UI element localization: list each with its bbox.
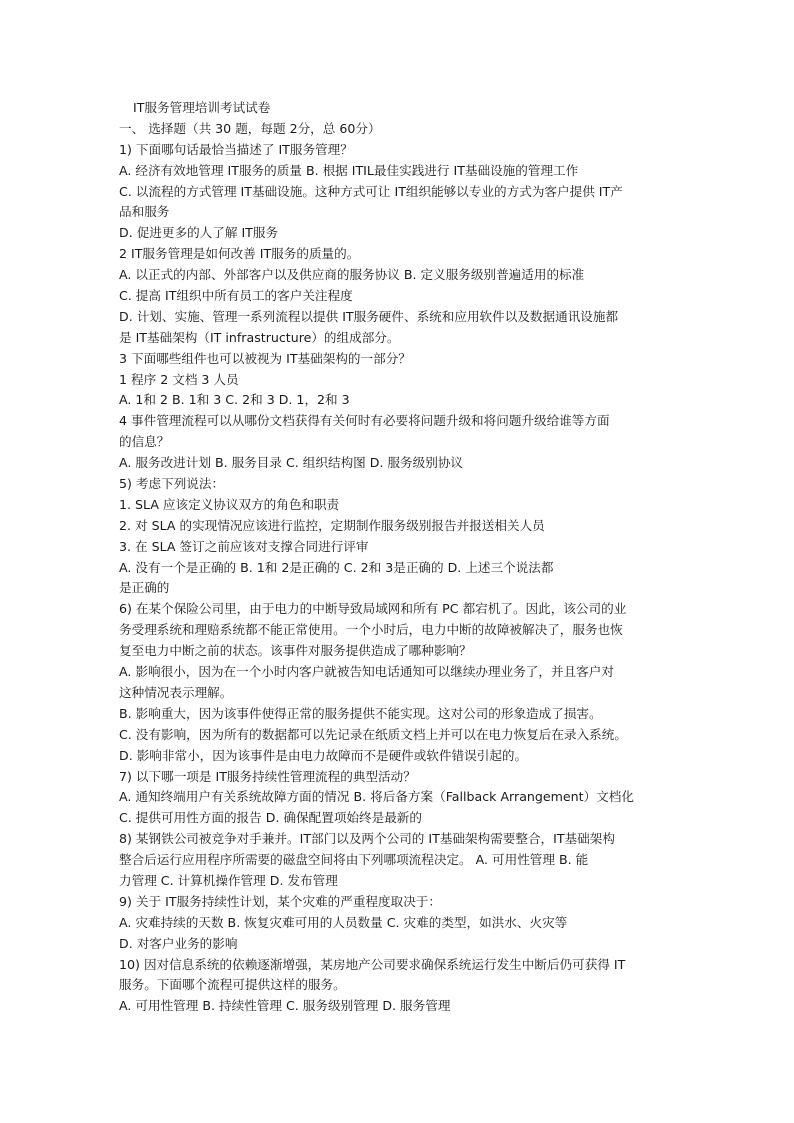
text-line: 这种情况表示理解。: [119, 684, 233, 700]
text-line: 复至电力中断之前的状态。该事件对服务提供造成了哪种影响？: [119, 643, 472, 659]
text-line: A. 1和 2 B. 1和 3 C. 2和 3 D. 1，2和 3: [119, 392, 350, 408]
text-line: D. 促进更多的人了解 IT服务: [119, 225, 279, 241]
text-line: 6) 在某个保险公司里，由于电力的中断导致局域网和所有 PC 都宕机了。因此，该公司的业: [119, 601, 627, 617]
document-body: [119, 119, 684, 1017]
document-title: IT服务管理培训考试试卷: [133, 100, 271, 115]
text-line: C. 以流程的方式管理 IT基础设施。这种方式可让 IT组织能够以专业的方式为客户提供 IT产: [119, 183, 623, 199]
text-line: 10) 因对信息系统的依赖逐渐增强，某房地产公司要求确保系统运行发生中断后仍可获得 IT: [119, 956, 626, 972]
text-line: 是正确的: [119, 580, 170, 596]
text-line: 1. SLA 应该定义协议双方的角色和职责: [119, 496, 340, 512]
text-line: A. 没有一个是正确的 B. 1和 2是正确的 C. 2和 3是正确的 D. 上述三个说法都: [119, 559, 554, 575]
text-line: 品和服务: [119, 204, 170, 220]
text-line: D. 计划、实施、管理一系列流程以提供 IT服务硬件、系统和应用软件以及数据通讯设施都: [119, 308, 619, 324]
text-line: 4 事件管理流程可以从哪份文档获得有关何时有必要将问题升级和将问题升级给谁等方面: [119, 413, 610, 429]
text-line: A. 影响很小，因为在一个小时内客户就被告知电话通知可以继续办理业务了，并且客户对: [119, 664, 614, 680]
text-line: 1 程序 2 文档 3 人员: [119, 371, 239, 387]
text-line: 8) 某钢铁公司被竞争对手兼并。IT部门以及两个公司的 IT基础架构需要整合，IT基础架构: [119, 831, 615, 847]
text-line: D. 对客户业务的影响: [119, 935, 238, 951]
text-line: 3. 在 SLA 签订之前应该对支撑合同进行评审: [119, 538, 369, 554]
text-line: B. 影响重大，因为该事件使得正常的服务提供不能实现。这对公司的形象造成了损害。: [119, 705, 602, 721]
text-line: 力管理 C. 计算机操作管理 D. 发布管理: [119, 872, 338, 888]
text-line: D. 影响非常小，因为该事件是由电力故障而不是硬件或软件错误引起的。: [119, 747, 528, 763]
text-line: A. 通知终端用户有关系统故障方面的情况 B. 将后备方案（Fallback Arrangement）文档化: [119, 789, 634, 805]
text-line: 服务。下面哪个流程可提供这样的服务。: [119, 977, 346, 993]
text-line: A. 以正式的内部、外部客户以及供应商的服务协议 B. 定义服务级别普遍适用的标准: [119, 267, 585, 283]
text-line: C. 没有影响，因为所有的数据都可以先记录在纸质文档上并可以在电力恢复后在录入系统。: [119, 726, 627, 742]
text-line: 整合后运行应用程序所需要的磁盘空间将由下列哪项流程决定。 A. 可用性管理 B. 能: [119, 852, 589, 868]
text-line: 一、 选择题（共 30 题，每题 2分，总 60分）: [119, 120, 381, 136]
text-line: 2. 对 SLA 的实现情况应该进行监控，定期制作服务级别报告并报送相关人员: [119, 517, 545, 533]
text-line: 9) 关于 IT服务持续性计划，某个灾难的严重程度取决于：: [119, 893, 441, 909]
text-line: 是 IT基础架构（IT infrastructure）的组成部分。: [119, 329, 400, 345]
text-line: 务受理系统和理赔系统都不能正常使用。一个小时后，电力中断的故障被解决了，服务也恢: [119, 622, 623, 638]
text-line: 3 下面哪些组件也可以被视为 IT基础架构的一部分？: [119, 350, 411, 366]
text-line: C. 提高 IT组织中所有员工的客户关注程度: [119, 288, 353, 304]
text-line: A. 经济有效地管理 IT服务的质量 B. 根据 ITIL最佳实践进行 IT基础设施的管理工作: [119, 162, 579, 178]
text-line: A. 服务改进计划 B. 服务目录 C. 组织结构图 D. 服务级别协议: [119, 455, 464, 471]
exam-document: [119, 98, 684, 1017]
text-line: 7) 以下哪一项是 IT服务持续性管理流程的典型活动？: [119, 768, 416, 784]
text-line: A. 可用性管理 B. 持续性管理 C. 服务级别管理 D. 服务管理: [119, 998, 451, 1014]
text-line: 的信息？: [119, 434, 170, 450]
text-line: C. 提供可用性方面的报告 D. 确保配置项始终是最新的: [119, 810, 422, 826]
text-line: 1) 下面哪句话最恰当描述了 IT服务管理？: [119, 141, 353, 157]
text-line: 2 IT服务管理是如何改善 IT服务的质量的。: [119, 246, 360, 262]
text-line: 5) 考虑下列说法：: [119, 476, 225, 492]
text-line: A. 灾难持续的天数 B. 恢复灾难可用的人员数量 C. 灾难的类型，如洪水、火灾等: [119, 914, 568, 930]
